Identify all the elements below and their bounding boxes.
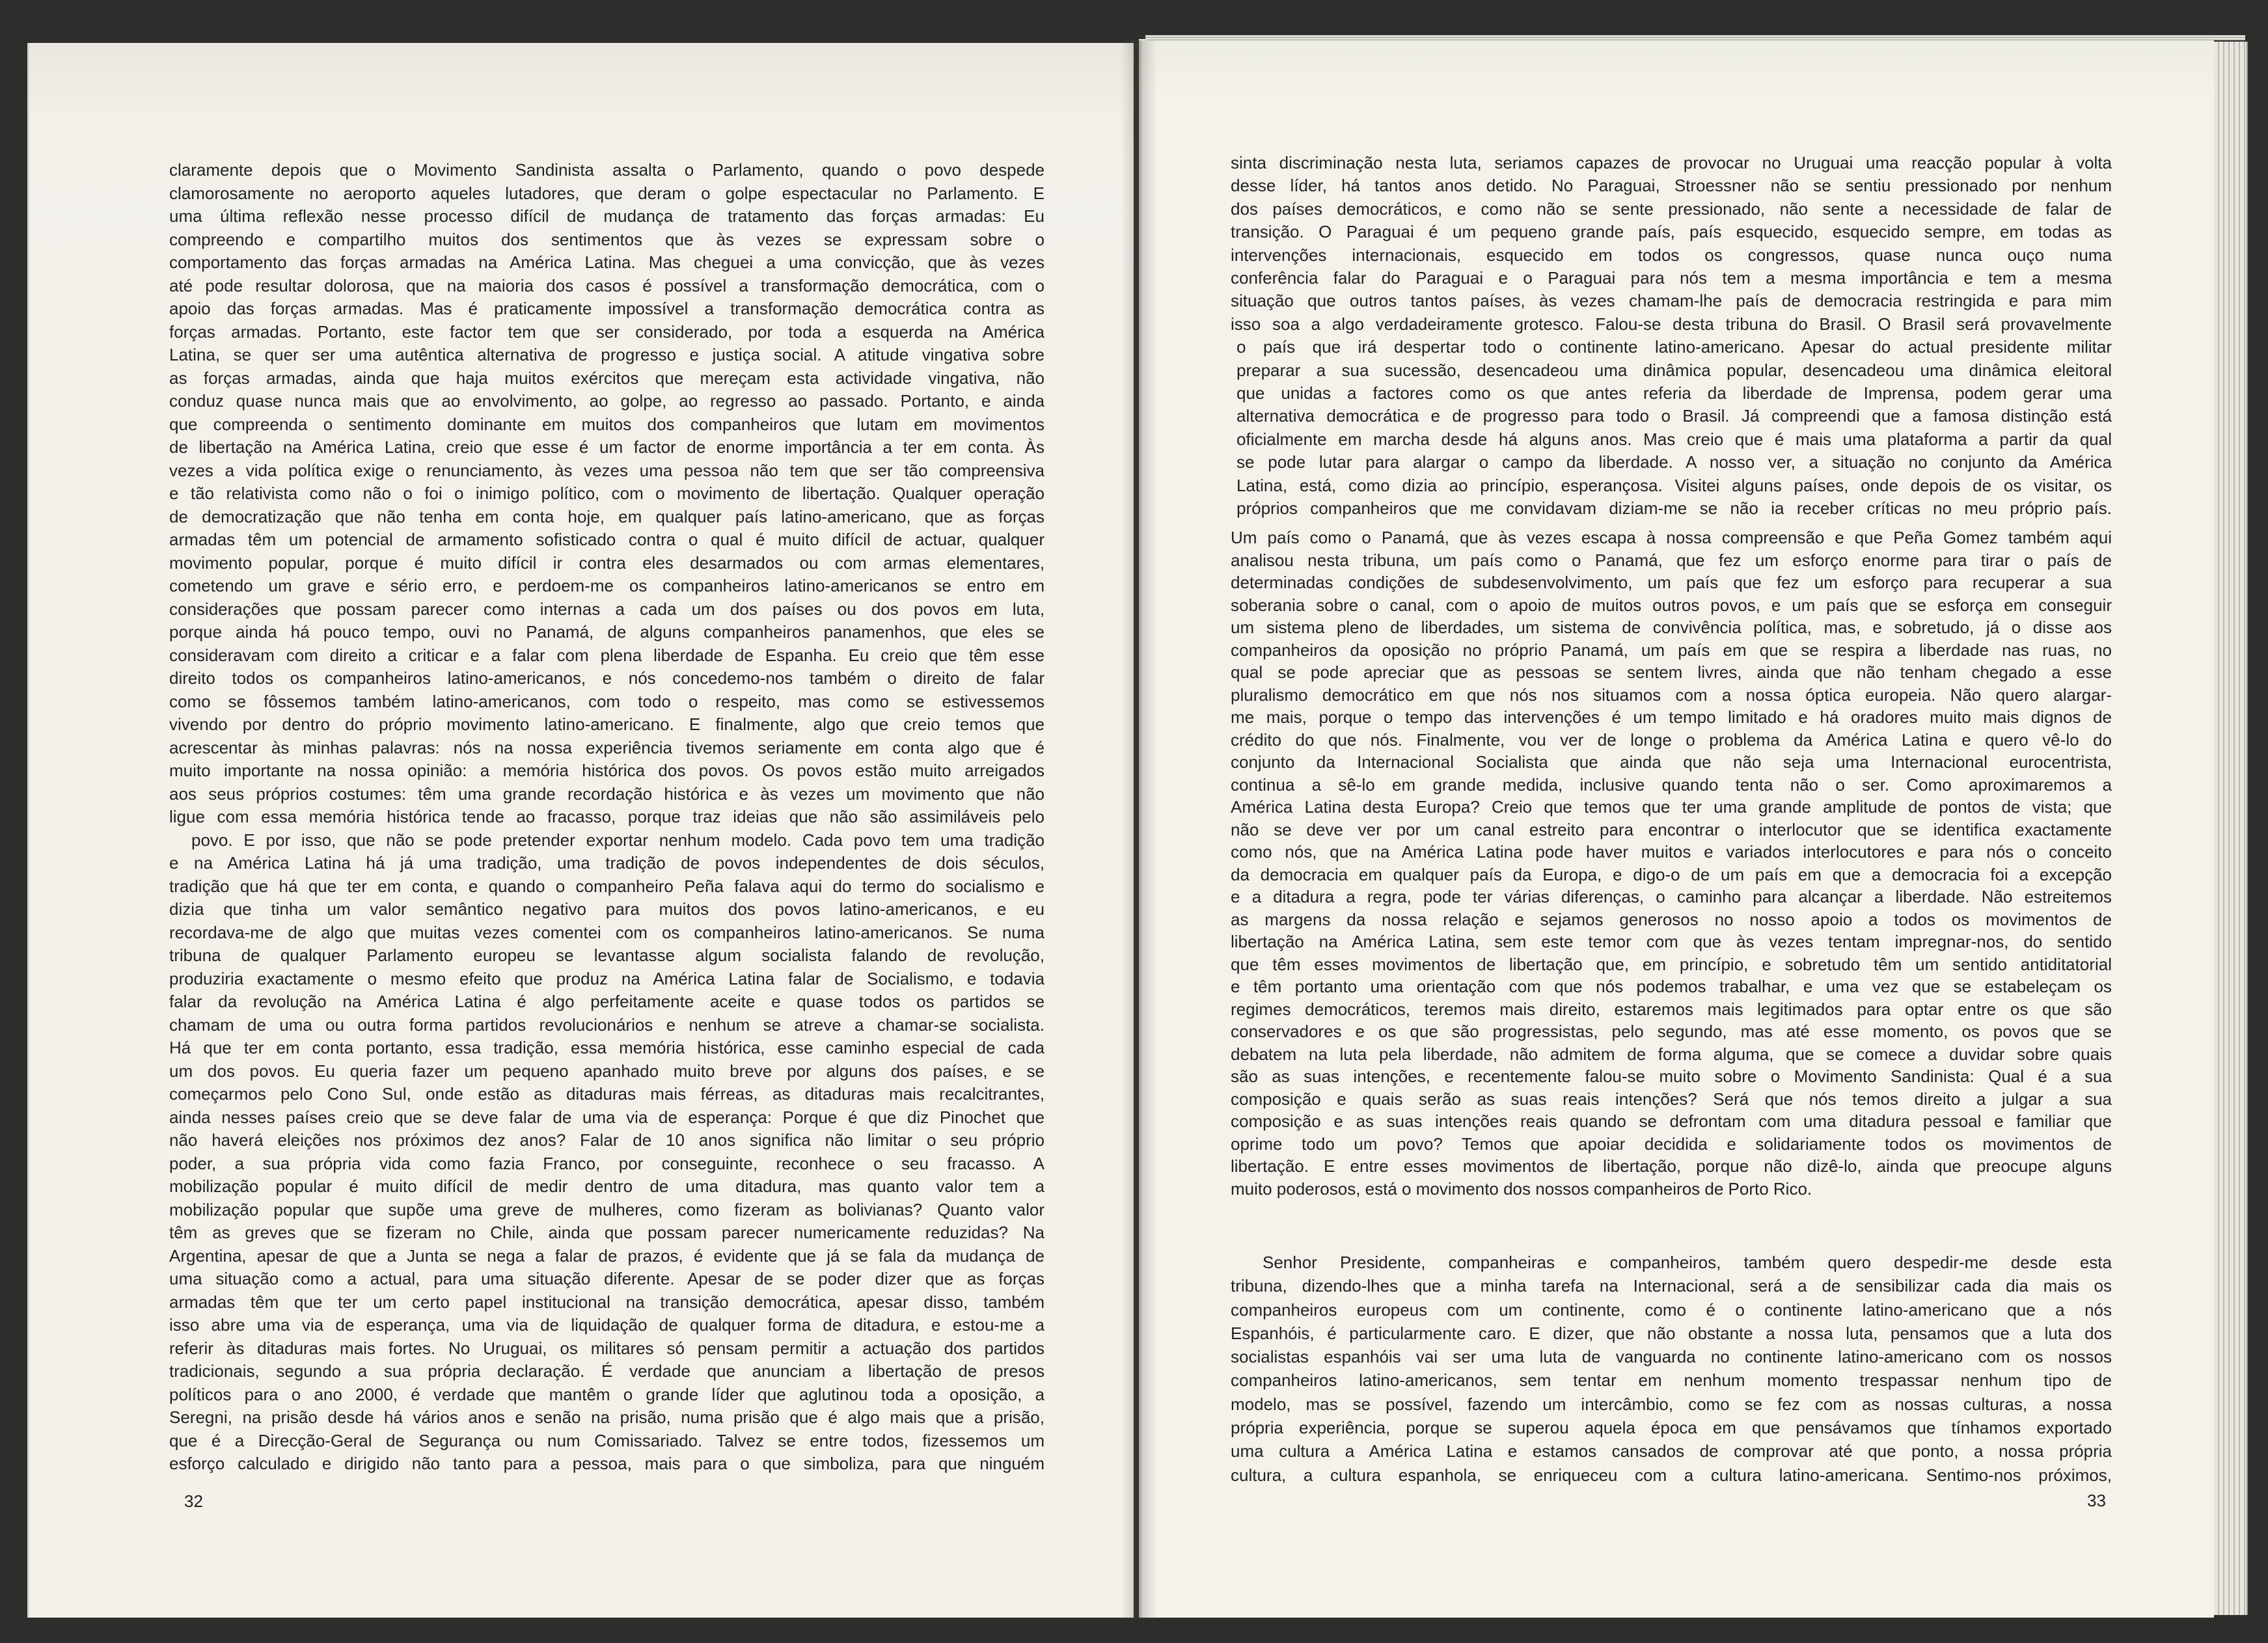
text-line: Espanhóis, é particularmente caro. E dizer, que não obstante a nossa luta, pensamos que a luta dos xyxy=(1231,1323,2112,1343)
text-line: de democratização que não tenha em conta hoje, em qualquer país latino-americano, que as forças xyxy=(169,506,1045,526)
text-line: de libertação na América Latina, creio que esse é um factor de enorme importância a ter em conta. Às xyxy=(169,437,1045,457)
text-line: falar da revolução na América Latina é algo perfeitamente aceite e quase todos os partidos se xyxy=(169,992,1045,1011)
right-page-text-top xyxy=(1231,152,2112,521)
text-line: e a ditadura a regra, pode ter várias diferenças, o caminho para alcançar a liberdade. Não estreitemos xyxy=(1231,887,2112,906)
text-line: porque ainda há pouco tempo, ouvi no Panamá, de alguns companheiros panamenhos, que eles se xyxy=(169,622,1045,642)
text-line: dizia que tinha um valor semântico negativo para muitos dos povos latino-americanos, e eu xyxy=(169,899,1045,919)
text-line: ainda nesses países creio que se deve falar de uma via de esperança: Porque é que diz Pinochet que xyxy=(169,1107,1045,1127)
text-line: clamorosamente no aeroporto aqueles lutadores, que deram o golpe espectacular no Parlamento. E xyxy=(169,183,1045,203)
text-line: Seregni, na prisão desde há vários anos e senão na prisão, numa prisão que é algo mais que a prisão, xyxy=(169,1407,1045,1427)
text-line: que compreenda o sentimento dominante em muitos dos companheiros que lutam em movimentos xyxy=(169,414,1045,434)
text-line: apoio das forças armadas. Mas é praticamente impossível a transformação democrática contra as xyxy=(169,299,1045,318)
text-line: as forças armadas, ainda que haja muitos exércitos que mereçam esta actividade vingativa, não xyxy=(169,368,1045,388)
text-line: composição e as suas intenções reais quando se defrontam com uma ditadura pessoal e familiar que xyxy=(1231,1111,2112,1131)
text-line: desse líder, há tantos anos detido. No Paraguai, Stroessner não se sentiu pressionado por nenhum xyxy=(1231,176,2112,196)
text-line: que é a Direcção-Geral de Segurança ou num Comissariado. Talvez se entre todos, fizessemos um xyxy=(169,1430,1045,1450)
text-line: oficialmente em marcha desde há alguns anos. Mas creio que é mais uma plataforma a partir da qual xyxy=(1236,429,2112,449)
text-line: Um país como o Panamá, que às vezes escapa à nossa compreensão e que Peña Gomez também aqui xyxy=(1231,528,2112,547)
text-line: como se fôssemos também latino-americanos, com todo o respeito, mas como se estivessemos xyxy=(169,691,1045,711)
text-line: um dos povos. Eu queria fazer um pequeno apanhado muito breve por alguns dos países, e se xyxy=(169,1061,1045,1081)
text-line: conservadores e os que são progressistas, pelo segundo, mas até esse momento, os povos que se xyxy=(1231,1022,2112,1041)
text-line: debatem na luta pela liberdade, não admitem de forma alguma, que se comece a duvidar sobre quais xyxy=(1231,1044,2112,1064)
page-stack-top-edge xyxy=(1145,35,2245,40)
text-line: sinta discriminação nesta luta, seriamos capazes de provocar no Uruguai uma reacção popular à volta xyxy=(1231,153,2112,172)
text-line: libertação na América Latina, sem este temor com que às vezes tentam impregnar-nos, do sentido xyxy=(1231,932,2112,951)
text-line: pluralismo democrático em que nós nos situamos com a nossa óptica europeia. Não quero alargar- xyxy=(1231,685,2112,705)
text-line: mobilização popular é muito difícil de medir dentro de uma ditadura, mas quanto valor tem a xyxy=(169,1176,1045,1196)
text-line: povo. E por isso, que não se pode pretender exportar nenhum modelo. Cada povo tem uma tradição xyxy=(191,830,1045,850)
text-line: comportamento das forças armadas na América Latina. Mas cheguei a uma convicção, que às vezes xyxy=(169,252,1045,272)
text-line: continua a sê-lo em grande medida, inclusive quando tenta não o ser. Como aproximaremos a xyxy=(1231,774,2112,794)
text-line: América Latina desta Europa? Creio que temos que ter uma grande amplitude de pontos de vista; que xyxy=(1231,797,2112,817)
text-line: armadas têm um potencial de armamento sofisticado contra o qual é muito difícil de actuar, qualquer xyxy=(169,530,1045,549)
text-line: poder, a sua própria vida como fazia Franco, por conseguinte, reconhece o seu fracasso. A xyxy=(169,1153,1045,1173)
text-line: companheiros da oposição no próprio Panamá, um país em que se respira a liberdade nas ruas, no xyxy=(1231,640,2112,660)
text-line: claramente depois que o Movimento Sandinista assalta o Parlamento, quando o povo despede xyxy=(169,160,1045,180)
text-line: as margens da nossa relação e sejamos generosos no nosso apoio a todos os movimentos de xyxy=(1231,909,2112,929)
text-line: Há que ter em conta portanto, essa tradição, essa memória histórica, esse caminho especial de cada xyxy=(169,1038,1045,1057)
page-number: 33 xyxy=(2087,1491,2106,1510)
text-line: recordava-me de algo que muitas vezes comentei com os companheiros latino-americanos. Se numa xyxy=(169,922,1045,942)
text-line: tribuna de qualquer Parlamento europeu se levantasse algum socialista falando de revolução, xyxy=(169,945,1045,965)
text-line: qual se pode apreciar que as pessoas se sentem livres, ainda que não tenham chegado a esse xyxy=(1231,662,2112,682)
text-line: armadas têm que ter um certo papel institucional na transição democrática, apesar disso, também xyxy=(169,1292,1045,1312)
text-line: Latina, se quer ser uma autêntica alternativa de progresso e justiça social. A atitude vingativa sobre xyxy=(169,345,1045,364)
text-line: uma situação como a actual, para uma situação diferente. Apesar de se poder dizer que as forças xyxy=(169,1269,1045,1288)
text-line: regimes democráticos, teremos mais direito, estaremos mais legitimados para optar entre os que são xyxy=(1231,999,2112,1019)
text-line: transição. O Paraguai é um pequeno grande país, país esquecido, esquecido sempre, em todas as xyxy=(1231,222,2112,242)
text-line: esforço calculado e dirigido não tanto para a pessoa, mais para o que simboliza, para que ninguém xyxy=(169,1454,1045,1473)
text-line: situação que outros tantos países, às vezes chamam-lhe país de democracia restringida e para mim xyxy=(1231,291,2112,311)
text-line: direito todos os companheiros latino-americanos, e nós concedemo-nos também o direito de falar xyxy=(169,668,1045,688)
text-line: vivendo por dentro do próprio movimento latino-americano. E finalmente, algo que creio temos que xyxy=(169,714,1045,734)
text-line: aos seus próprios costumes: têm uma grande recordação histórica e às vezes um movimento que não xyxy=(169,783,1045,804)
text-line: analisou nesta tribuna, um país como o Panamá, que fez um esforço enorme para tirar o país de xyxy=(1231,550,2112,570)
text-line: tribuna, dizendo-lhes que a minha tarefa na Internacional, será a de sensibilizar cada dia mais os xyxy=(1231,1276,2112,1296)
text-line: oprime todo um povo? Temos que apoiar decidida e solidariamente todos os movimentos de xyxy=(1231,1134,2112,1154)
text-line: referir às ditaduras mais fortes. No Uruguai, os militares só pensam permitir a actuação dos partidos xyxy=(169,1338,1045,1358)
text-line: políticos para o ano 2000, é verdade que mantêm o grande líder que aglutinou toda a oposição, a xyxy=(169,1384,1045,1404)
text-line: determinadas condições de subdesenvolvimento, um país que fez um esforço para recuperar a sua xyxy=(1231,573,2112,592)
text-line: uma última reflexão nesse processo difícil de mudança de tratamento das forças armadas: Eu xyxy=(169,206,1045,226)
text-line: Argentina, apesar de que a Junta se nega a falar de prazos, é evidente que já se fala da mudança de xyxy=(169,1245,1045,1266)
text-line: que unidas a factores como os que antes referia da liberdade de Imprensa, podem gerar uma xyxy=(1236,383,2112,403)
text-line: chamam de uma ou outra forma partidos revolucionários e nenhum se atreve a chamar-se socialista. xyxy=(169,1014,1045,1035)
text-line: cometendo um grave e sério erro, e perdoem-me os companheiros latino-americanos se entro em xyxy=(169,576,1045,595)
text-line: me mais, porque o tempo das intervenções é um tempo limitado e há oradores muito mais dignos de xyxy=(1231,707,2112,727)
text-line: soberania sobre o canal, com o apoio de muitos outros povos, e um país que se esforça em conseguir xyxy=(1231,595,2112,615)
text-line: consideravam com direito a criticar e a falar com plena liberdade de Espanha. Eu creio que têm esse xyxy=(169,645,1045,665)
text-line: crédito do que nós. Finalmente, vou ver de longe o problema da América Latina e quero vê-lo do xyxy=(1231,729,2112,750)
text-line: dos países democráticos, e como não se sente pressionado, não sente a necessidade de falar de xyxy=(1231,198,2112,219)
text-line: e na América Latina há já uma tradição, uma tradição de povos independentes de dois séculos, xyxy=(169,853,1045,873)
text-line: que têm esses movimentos de libertação que, em princípio, e sobretudo têm um sentido antiditatorial xyxy=(1231,954,2112,974)
text-line: são as suas intenções, e recentemente falou-se muito sobre o Movimento Sandinista: Qual é a sua xyxy=(1231,1066,2112,1086)
text-line: e tão relativista como não o foi o inimigo político, com o movimento de libertação. Qualquer operação xyxy=(169,483,1045,503)
text-line: o país que irá despertar todo o continente latino-americano. Apesar do actual presidente militar xyxy=(1236,337,2112,357)
text-line: têm as greves que se fizeram no Chile, ainda que possam parecer numericamente reduzidas? Na xyxy=(169,1223,1045,1242)
text-line: considerações que possam parecer como internas a cada um dos países ou dos povos em luta, xyxy=(169,599,1045,619)
right-page-text-middle xyxy=(1231,526,2112,1200)
text-line: um sistema pleno de liberdades, um sistema de convivência política, mas, e sobretudo, já o disse aos xyxy=(1231,618,2112,637)
text-line: ligue com essa memória histórica tende ao fracasso, porque traz ideias que não são assimiláveis pelo xyxy=(169,807,1045,826)
page-number: 32 xyxy=(184,1491,203,1511)
text-line: composição e quais serão as suas reais intenções? Será que nós temos direito a julgar a sua xyxy=(1231,1089,2112,1109)
text-line: conjunto da Internacional Socialista que ainda que não seja uma Internacional eurocentrista, xyxy=(1231,752,2112,772)
text-line: própria experiência, porque se superou aquela época em que pensávamos que tínhamos exportado xyxy=(1231,1418,2112,1438)
text-line: e têm portanto uma orientação com que nós podemos trabalhar, e uma vez que se estabeleçam os xyxy=(1231,977,2112,996)
text-line: forças armadas. Portanto, este factor tem que ser considerado, por toda a esquerda na América xyxy=(169,321,1045,342)
text-line: até pode resultar dolorosa, que na maioria dos casos é possível a transformação democrática, com o xyxy=(169,275,1045,295)
text-line: isso soa a algo verdadeiramente grotesco. Falou-se desta tribuna do Brasil. O Brasil será provavelmente xyxy=(1231,314,2112,334)
text-line: conduz quase nunca mais que ao envolvimento, ao golpe, ao regresso ao passado. Portanto, e ainda xyxy=(169,391,1045,411)
text-line: não haverá eleições nos próximos dez anos? Falar de 10 anos significa não limitar o seu próprio xyxy=(169,1130,1045,1150)
text-line: vezes a vida política exige o renunciamento, às vezes uma pessoa não tem que ser tão compreensiva xyxy=(169,460,1045,480)
book-gutter xyxy=(1121,40,1157,1619)
text-line: movimento popular, porque é muito difícil ir contra eles desarmados ou com armas elementares, xyxy=(169,552,1045,573)
text-line: próprios companheiros que me convidavam diziam-me se não ia receber críticas no meu próprio país. xyxy=(1236,498,2112,519)
text-line: isso abre uma via de esperança, uma via de liquidação de qualquer forma de ditadura, e estou-me a xyxy=(169,1315,1045,1335)
text-line: tradição que há que ter em conta, e quando o companheiro Peña falava aqui do termo do socialismo e xyxy=(169,876,1045,896)
text-line: como nós, que na América Latina pode haver muitos e variados interlocutores e para nós o conceito xyxy=(1231,842,2112,862)
text-line: socialistas espanhóis vai ser uma luta de vanguarda no continente latino-americano com os nossos xyxy=(1231,1347,2112,1367)
text-line: uma cultura a América Latina e estamos cansados de comprovar até que ponto, a nossa própria xyxy=(1231,1441,2112,1461)
text-line: acrescentar às minhas palavras: nós na nossa experiência tivemos seriamente em conta algo que é xyxy=(169,737,1045,757)
text-line: alternativa democrática e de progresso para todo o Brasil. Já compreendi que a famosa distinção está xyxy=(1236,406,2112,426)
text-line: mobilização popular que supõe uma greve de mulheres, como fizeram as bolivianas? Quanto valor xyxy=(169,1199,1045,1219)
text-line: libertação. E entre esses movimentos de libertação, porque não dizê-lo, ainda que preocupe alguns xyxy=(1231,1156,2112,1176)
text-line: da democracia em qualquer país da Europa, e digo-o de um país em que a democracia foi a excepção xyxy=(1231,864,2112,884)
page-stack-edges xyxy=(2214,42,2248,1615)
text-line: conferência falar do Paraguai e o Paraguai para nós tem a mesma importância e tem a mesma xyxy=(1231,268,2112,288)
text-line: Senhor Presidente, companheiras e companheiros, também quero despedir-me desde esta xyxy=(1263,1253,2112,1272)
text-line: cultura, a cultura espanhola, se enriqueceu com a cultura latino-americana. Sentimo-nos próximos, xyxy=(1231,1465,2112,1485)
text-line: companheiros europeus com um continente, como é o continente latino-americano que a nós xyxy=(1231,1299,2112,1320)
text-line: não se deve ver por um canal estreito para encontrar o interlocutor que se identifica exactamente xyxy=(1231,819,2112,839)
text-line: modelo, mas se possível, fazendo um intercâmbio, como se fez com as nossas culturas, a nossa xyxy=(1231,1394,2112,1414)
text-line: muito poderosos, está o movimento dos nossos companheiros de Porto Rico. xyxy=(1231,1178,1812,1199)
text-line: se pode lutar para alargar o campo da liberdade. A nosso ver, a situação no conjunto da América xyxy=(1236,452,2112,472)
text-line: intervenções internacionais, esquecido em todos os congressos, quase nunca ouço numa xyxy=(1231,245,2112,265)
text-line: tradicionais, segundo a sua própria declaração. É verdade que anunciam a libertação de presos xyxy=(169,1361,1045,1381)
text-line: companheiros latino-americanos, sem tentar em nenhum momento trespassar nenhum tipo de xyxy=(1231,1370,2112,1391)
text-line: produziria exactamente o mesmo efeito que produz na América Latina falar de Socialismo, e todavia xyxy=(169,968,1045,988)
right-page-text-bottom xyxy=(1231,1251,2112,1487)
text-line: muito importante na nossa opinião: a memória histórica dos povos. Os povos estão muito arreigados xyxy=(169,761,1045,780)
text-line: começarmos pelo Cono Sul, onde estão as ditaduras mais férreas, as ditaduras mais recalcitrantes, xyxy=(169,1084,1045,1104)
text-line: compreendo e compartilho muitos dos sentimentos que às vezes se expressam sobre o xyxy=(169,229,1045,249)
text-line: Latina, está, como dizia ao princípio, esperançosa. Visitei alguns países, onde depois de os visitar, os xyxy=(1236,475,2112,495)
left-page-text xyxy=(169,159,1045,1476)
text-line: preparar a sua sucessão, desencadeou uma dinâmica popular, desencadeou uma dinâmica eleitoral xyxy=(1236,360,2112,380)
